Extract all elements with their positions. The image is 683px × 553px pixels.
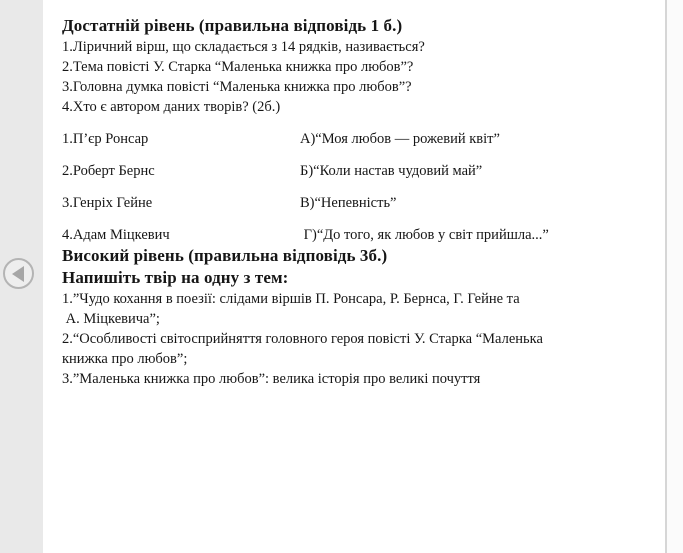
question-1: 1.Ліричний вірш, що складається з 14 рядків, називається? (62, 39, 425, 55)
matching-work: Б)“Коли настав чудовий май” (300, 163, 483, 179)
matching-row (62, 225, 642, 245)
essay-topic-2-line-2: книжка про любов”; (62, 351, 188, 367)
matching-author: 3.Генріх Гейне (62, 195, 153, 211)
question-3: 3.Головна думка повісті “Маленька книжка про любов”? (62, 79, 412, 95)
document-page (43, 0, 667, 553)
question-4: 4.Хто є автором даних творів? (2б.) (62, 99, 281, 115)
left-arrow-icon (12, 266, 24, 282)
essay-task-subheading: Напишіть твір на одну з тем: (62, 268, 289, 287)
matching-row (62, 129, 642, 149)
question-2: 2.Тема повісті У. Старка “Маленька книжка про любов”? (62, 59, 414, 75)
matching-work: Г)“До того, як любов у світ прийшла...” (300, 227, 549, 243)
document-content (62, 0, 642, 389)
previous-button[interactable] (3, 258, 34, 289)
matching-author: 4.Адам Міцкевич (62, 227, 170, 243)
essay-topic-3: 3.”Маленька книжка про любов”: велика історія про великі почуття (62, 371, 481, 387)
matching-author: 2.Роберт Бернс (62, 163, 155, 179)
section-heading-sufficient-level: Достатній рівень (правильна відповідь 1 б.) (62, 16, 403, 35)
matching-work: В)“Непевність” (300, 195, 397, 211)
matching-row (62, 193, 642, 213)
essay-topic-1-line-2: А. Міцкевича”; (62, 311, 160, 327)
matching-row (62, 161, 642, 181)
matching-work: А)“Моя любов — рожевий квіт” (300, 131, 500, 147)
essay-topic-2-line-1: 2.“Особливості світосприйняття головного героя повісті У. Старка “Маленька (62, 331, 543, 347)
essay-topic-1-line-1: 1.”Чудо кохання в поезії: слідами віршів П. Ронсара, Р. Бернса, Г. Гейне та (62, 291, 520, 307)
matching-author: 1.П’єр Ронсар (62, 131, 149, 147)
section-heading-high-level: Високий рівень (правильна відповідь 3б.) (62, 246, 388, 265)
